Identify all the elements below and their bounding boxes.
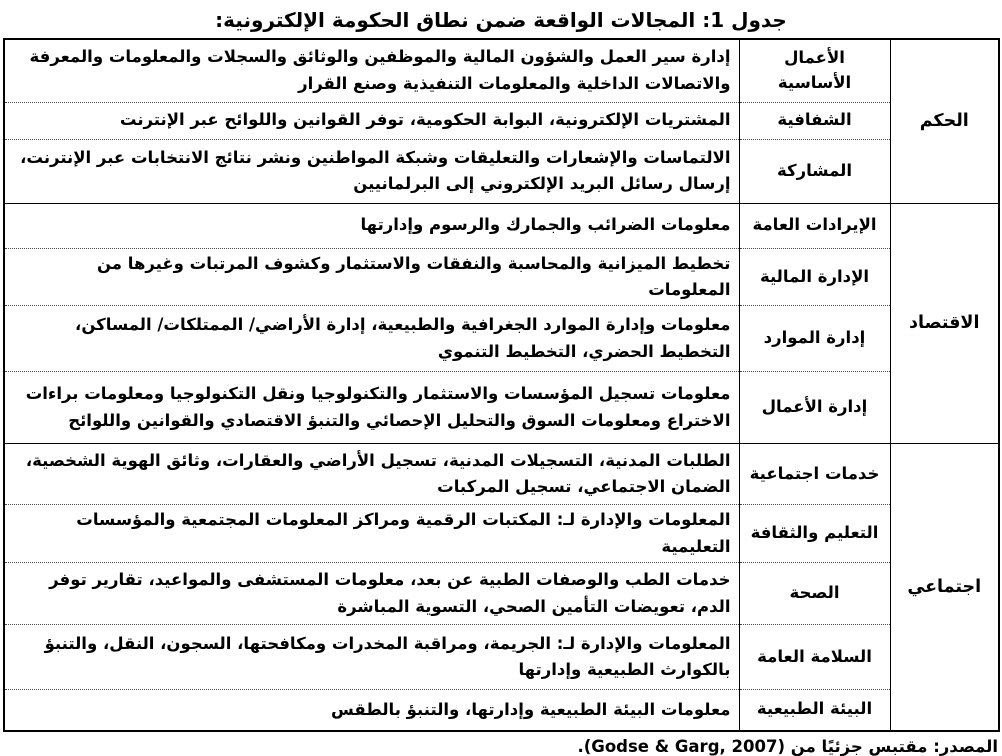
description-cell: خدمات الطب والوصفات الطبية عن بعد، معلومات المستشفى والمواعيد، تقارير توفر الدم، تعويضات التأمين الصحي، التسوية المباشرة <box>4 563 739 625</box>
source-note: المصدر: مقتبس جزئيًا من (Godse & Garg, 2007). <box>577 736 998 756</box>
table-row <box>4 444 999 505</box>
description-cell: معلومات الضرائب والجمارك والرسوم وإدارتها <box>4 203 739 248</box>
table-row <box>4 248 999 306</box>
table-row <box>4 203 999 248</box>
description-cell: المشتريات الإلكترونية، البوابة الحكومية، توفر القوانين واللوائح عبر الإنترنت <box>4 102 739 139</box>
field-cell: التعليم والثقافة <box>739 505 890 563</box>
table-row <box>4 39 999 102</box>
field-cell: إدارة الموارد <box>739 306 890 372</box>
description-cell: إدارة سير العمل والشؤون المالية والموظفين والوثائق والسجلات والمعلومات والمعرفة والاتصالات الداخلية والمعلومات التنفيذية وصنع القرار <box>4 39 739 102</box>
egov-scope-table <box>3 38 1000 732</box>
field-cell: إدارة الأعمال <box>739 372 890 444</box>
field-cell: خدمات اجتماعية <box>739 444 890 505</box>
description-cell: الطلبات المدنية، التسجيلات المدنية، تسجيل الأراضي والعقارات، وثائق الهوية الشخصية، الضمان الاجتماعي، تسجيل المركبات <box>4 444 739 505</box>
description-cell: المعلومات والإدارة لـ: الجريمة، ومراقبة المخدرات ومكافحتها، السجون، النقل، والتنبؤ بالكوارث الطبيعية وإدارتها <box>4 625 739 690</box>
description-cell: معلومات وإدارة الموارد الجغرافية والطبيعية، إدارة الأراضي/ الممتلكات/ المساكن، التخطيط الحضري، التخطيط التنموي <box>4 306 739 372</box>
description-cell: معلومات تسجيل المؤسسات والاستثمار والتكنولوجيا ونقل التكنولوجيا ومعلومات براءات الاختراع ومعلومات السوق والتحليل الإحصائي والتنبؤ الاقتصادي والقوانين واللوائح <box>4 372 739 444</box>
table-row <box>4 139 999 203</box>
field-cell: السلامة العامة <box>739 625 890 690</box>
field-cell: الأعمال الأساسية <box>739 39 890 102</box>
table-row <box>4 102 999 139</box>
field-cell: الإدارة المالية <box>739 248 890 306</box>
description-cell: تخطيط الميزانية والمحاسبة والنفقات والاستثمار وكشوف المرتبات وغيرها من المعلومات <box>4 248 739 306</box>
table-row <box>4 505 999 563</box>
field-cell: الصحة <box>739 563 890 625</box>
table-title: جدول 1: المجالات الواقعة ضمن نطاق الحكومة الإلكترونية: <box>215 8 787 32</box>
description-cell: معلومات البيئة الطبيعية وإدارتها، والتنبؤ بالطقس <box>4 690 739 731</box>
category-cell-economy: الاقتصاد <box>890 203 999 444</box>
table-row <box>4 372 999 444</box>
table-row <box>4 306 999 372</box>
description-cell: المعلومات والإدارة لـ: المكتبات الرقمية ومراكز المعلومات المجتمعية والمؤسسات التعليمية <box>4 505 739 563</box>
field-cell: المشاركة <box>739 139 890 203</box>
category-cell-social: اجتماعي <box>890 444 999 731</box>
field-cell: الإيرادات العامة <box>739 203 890 248</box>
table-row <box>4 625 999 690</box>
category-cell-governance: الحكم <box>890 39 999 203</box>
table-row <box>4 690 999 731</box>
field-cell: البيئة الطبيعية <box>739 690 890 731</box>
description-cell: الالتماسات والإشعارات والتعليقات وشبكة المواطنين ونشر نتائج الانتخابات عبر الإنترنت، إرسال رسائل البريد الإلكتروني إلى البرلمانيين <box>4 139 739 203</box>
table-row <box>4 563 999 625</box>
field-cell: الشفافية <box>739 102 890 139</box>
